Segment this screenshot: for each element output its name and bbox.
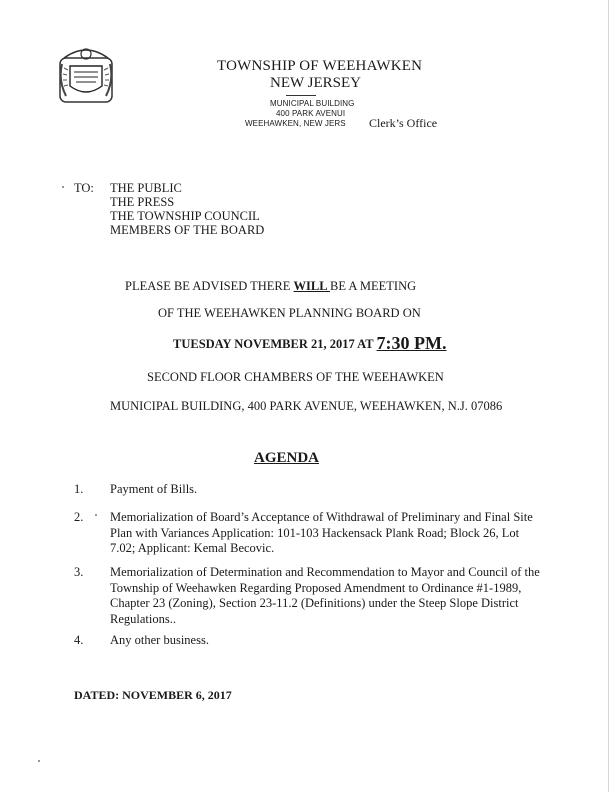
recipient-line: THE PRESS (110, 195, 175, 209)
building-name: MUNICIPAL BUILDING (270, 99, 355, 108)
agenda-item-text: Memorialization of Board’s Acceptance of Withdrawal of Preliminary and Final Site Plan with Variances Application: 101-103 Hackensack Plank Road; Block 26, Lot 7.02; Applicant: Kemal Becovic. (110, 510, 533, 555)
meeting-date-line (173, 332, 447, 353)
agenda-item-text: Payment of Bills. (110, 482, 198, 496)
agenda-item-number: 2. (74, 510, 84, 524)
scan-speck (95, 514, 97, 516)
notice-pre: PLEASE BE ADVISED THERE (125, 279, 294, 293)
dated-line: DATED: NOVEMBER 6, 2017 (74, 688, 232, 702)
meeting-time: 7:30 PM. (376, 333, 447, 353)
scan-speck (38, 760, 40, 762)
recipient-line: MEMBERS OF THE BOARD (110, 223, 265, 237)
clerk-office-label: Clerk’s Office (369, 116, 438, 130)
header-divider (286, 95, 316, 96)
meeting-date: TUESDAY NOVEMBER 21, 2017 AT (173, 337, 377, 351)
agenda-item-text: Any other business. (110, 633, 209, 647)
notice-will: WILL (293, 279, 331, 293)
notice-line-1 (125, 279, 416, 294)
scan-speck (62, 186, 64, 188)
notice-post: BE A MEETING (330, 279, 417, 293)
location-line-1: SECOND FLOOR CHAMBERS OF THE WEEHAWKEN (147, 370, 444, 384)
agenda-heading: AGENDA (254, 450, 320, 466)
agenda-item-number: 1. (74, 482, 84, 496)
location-line-2: MUNICIPAL BUILDING, 400 PARK AVENUE, WEEHAWKEN, N.J. 07086 (110, 399, 503, 413)
scan-edge-line (608, 0, 609, 792)
state-name: NEW JERSEY (270, 75, 361, 91)
notice-line-2: OF THE WEEHAWKEN PLANNING BOARD ON (158, 306, 421, 320)
agenda-item-number: 3. (74, 565, 84, 579)
to-label: TO: (74, 181, 94, 195)
agenda-item-number: 4. (74, 633, 84, 647)
recipient-line: THE TOWNSHIP COUNCIL (110, 209, 260, 223)
agenda-item-text: Memorialization of Determination and Recommendation to Mayor and Council of the Township of Weehawken Regarding Proposed Amendment to Ordinance #1-1989, Chapter 23 (Zoning), Section 23-11.2 (Definitions) under the Steep Slope District Regulations.. (110, 565, 540, 626)
recipient-line: THE PUBLIC (110, 181, 182, 195)
township-name: TOWNSHIP OF WEEHAWKEN (217, 58, 423, 74)
township-seal-icon (58, 44, 114, 104)
city-address: WEEHAWKEN, NEW JERS (245, 119, 346, 128)
street-address: 400 PARK AVENUI (276, 109, 346, 118)
